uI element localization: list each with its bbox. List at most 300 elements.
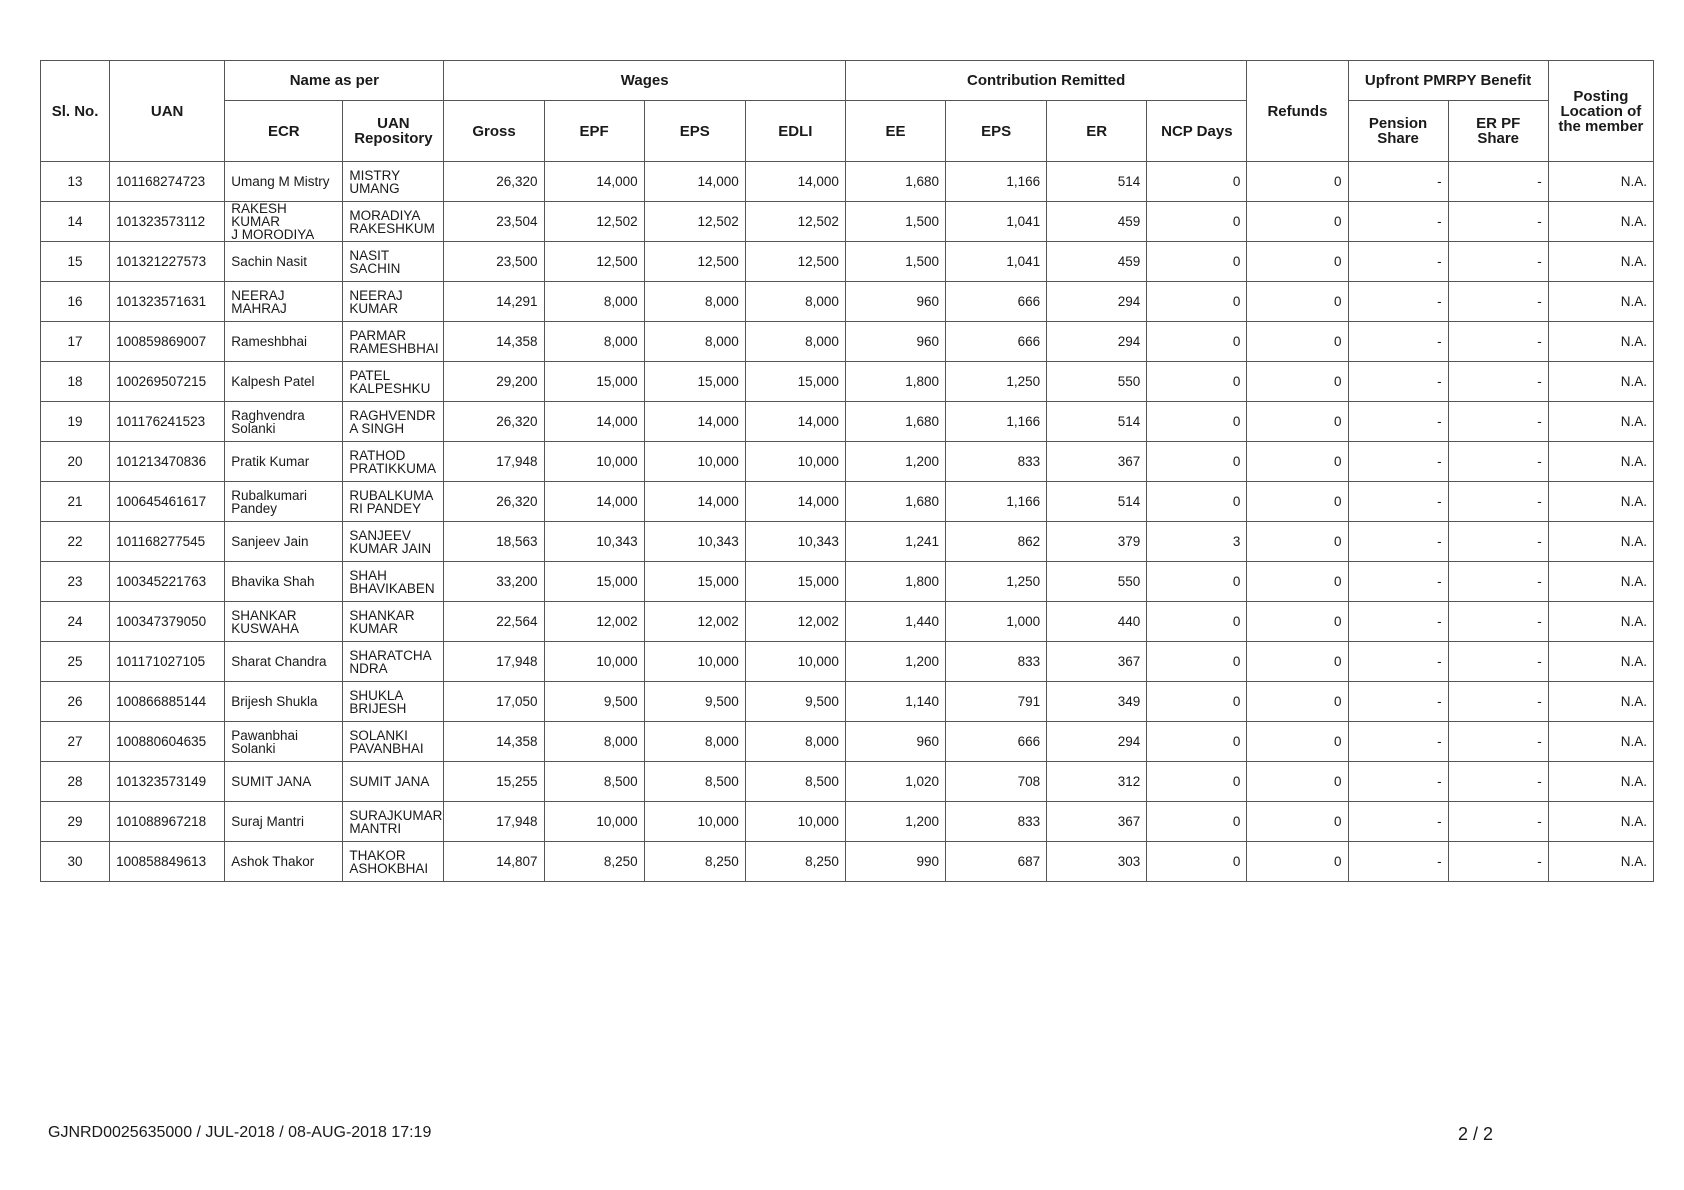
table-body [41,162,1654,882]
cell-contribution-er: 367 [1047,802,1147,842]
cell-er-pf-share: - [1448,362,1548,402]
cell-er-pf-share: - [1448,682,1548,722]
cell-contribution-er: 367 [1047,642,1147,682]
cell-pension-share: - [1348,442,1448,482]
cell-name-uan-repository: PATEL KALPESHKU [343,362,444,402]
cell-contribution-eps: 1,041 [946,202,1047,242]
header-wages-edli: EDLI [745,101,845,162]
cell-refunds: 0 [1247,282,1348,322]
cell-contribution-ee: 1,800 [845,362,945,402]
cell-name-ecr: Rameshbhai [225,322,343,362]
cell-refunds: 0 [1247,842,1348,882]
cell-contribution-er: 312 [1047,762,1147,802]
cell-wages-edli: 8,250 [745,842,845,882]
header-ncp-days: NCP Days [1147,101,1247,162]
cell-uan: 101213470836 [110,442,225,482]
header-sl-no: Sl. No. [41,61,110,162]
cell-wages-epf: 8,000 [544,322,644,362]
cell-sl-no: 18 [41,362,110,402]
cell-name-uan-repository: SURAJKUMAR MANTRI [343,802,444,842]
table-row [41,282,1654,322]
contribution-table [40,60,1654,882]
cell-posting-location: N.A. [1548,642,1653,682]
cell-refunds: 0 [1247,762,1348,802]
header-uan: UAN [110,61,225,162]
cell-contribution-er: 459 [1047,202,1147,242]
cell-pension-share: - [1348,242,1448,282]
cell-wages-epf: 14,000 [544,162,644,202]
cell-posting-location: N.A. [1548,562,1653,602]
cell-wages-eps: 8,000 [644,722,745,762]
cell-uan: 100347379050 [110,602,225,642]
cell-wages-gross: 14,358 [444,722,544,762]
cell-uan: 101088967218 [110,802,225,842]
cell-contribution-ee: 1,680 [845,162,945,202]
table-row [41,242,1654,282]
cell-wages-epf: 14,000 [544,482,644,522]
cell-name-uan-repository: SHAH BHAVIKABEN [343,562,444,602]
cell-contribution-er: 367 [1047,442,1147,482]
cell-wages-eps: 14,000 [644,482,745,522]
cell-uan: 101323573112 [110,202,225,242]
cell-contribution-eps: 1,250 [946,362,1047,402]
cell-wages-eps: 14,000 [644,402,745,442]
cell-sl-no: 29 [41,802,110,842]
table-row [41,682,1654,722]
cell-contribution-eps: 1,166 [946,482,1047,522]
cell-pension-share: - [1348,682,1448,722]
cell-name-ecr: Pawanbhai Solanki [225,722,343,762]
cell-contribution-eps: 666 [946,322,1047,362]
cell-name-uan-repository: MORADIYA RAKESHKUM [343,202,444,242]
cell-contribution-ee: 1,200 [845,442,945,482]
cell-refunds: 0 [1247,602,1348,642]
cell-wages-edli: 15,000 [745,562,845,602]
cell-wages-gross: 26,320 [444,402,544,442]
cell-ncp-days: 0 [1147,722,1247,762]
cell-contribution-er: 349 [1047,682,1147,722]
cell-wages-edli: 12,002 [745,602,845,642]
header-pension-share: Pension Share [1348,101,1448,162]
cell-posting-location: N.A. [1548,282,1653,322]
table-header [41,61,1654,162]
cell-er-pf-share: - [1448,322,1548,362]
cell-refunds: 0 [1247,402,1348,442]
cell-wages-edli: 14,000 [745,162,845,202]
cell-sl-no: 15 [41,242,110,282]
header-contribution-ee: EE [845,101,945,162]
cell-posting-location: N.A. [1548,162,1653,202]
cell-contribution-eps: 833 [946,802,1047,842]
header-contribution-remitted: Contribution Remitted [845,61,1246,101]
cell-wages-epf: 15,000 [544,362,644,402]
cell-name-uan-repository: RAGHVENDR A SINGH [343,402,444,442]
cell-uan: 101323573149 [110,762,225,802]
table-row [41,802,1654,842]
cell-wages-gross: 15,255 [444,762,544,802]
header-er-pf-share: ER PF Share [1448,101,1548,162]
cell-wages-edli: 10,000 [745,642,845,682]
cell-uan: 100645461617 [110,482,225,522]
cell-ncp-days: 0 [1147,762,1247,802]
table-row [41,402,1654,442]
table-row [41,522,1654,562]
header-ecr: ECR [225,101,343,162]
cell-wages-gross: 26,320 [444,482,544,522]
cell-wages-edli: 8,500 [745,762,845,802]
cell-name-ecr: Sanjeev Jain [225,522,343,562]
cell-name-uan-repository: SHARATCHA NDRA [343,642,444,682]
cell-posting-location: N.A. [1548,242,1653,282]
cell-sl-no: 21 [41,482,110,522]
cell-posting-location: N.A. [1548,482,1653,522]
cell-posting-location: N.A. [1548,522,1653,562]
cell-wages-eps: 10,000 [644,442,745,482]
cell-er-pf-share: - [1448,442,1548,482]
cell-wages-eps: 9,500 [644,682,745,722]
cell-er-pf-share: - [1448,642,1548,682]
cell-wages-eps: 14,000 [644,162,745,202]
cell-refunds: 0 [1247,242,1348,282]
cell-contribution-er: 303 [1047,842,1147,882]
cell-contribution-ee: 1,680 [845,402,945,442]
header-posting-location: Posting Location of the member [1548,61,1653,162]
cell-wages-gross: 18,563 [444,522,544,562]
cell-contribution-eps: 833 [946,642,1047,682]
cell-ncp-days: 0 [1147,562,1247,602]
cell-ncp-days: 0 [1147,602,1247,642]
cell-contribution-ee: 1,200 [845,802,945,842]
cell-wages-gross: 33,200 [444,562,544,602]
cell-refunds: 0 [1247,802,1348,842]
cell-pension-share: - [1348,642,1448,682]
cell-refunds: 0 [1247,682,1348,722]
cell-contribution-er: 294 [1047,322,1147,362]
cell-name-uan-repository: THAKOR ASHOKBHAI [343,842,444,882]
cell-uan: 101176241523 [110,402,225,442]
cell-name-uan-repository: SHUKLA BRIJESH [343,682,444,722]
cell-pension-share: - [1348,762,1448,802]
cell-wages-eps: 15,000 [644,362,745,402]
cell-name-ecr: Sachin Nasit [225,242,343,282]
cell-er-pf-share: - [1448,242,1548,282]
cell-sl-no: 20 [41,442,110,482]
cell-uan: 101171027105 [110,642,225,682]
cell-er-pf-share: - [1448,482,1548,522]
cell-wages-gross: 14,807 [444,842,544,882]
cell-pension-share: - [1348,322,1448,362]
table-row [41,642,1654,682]
cell-wages-gross: 17,948 [444,442,544,482]
cell-contribution-eps: 666 [946,282,1047,322]
cell-pension-share: - [1348,402,1448,442]
cell-uan: 101168274723 [110,162,225,202]
cell-wages-edli: 14,000 [745,402,845,442]
cell-wages-edli: 15,000 [745,362,845,402]
header-name-as-per: Name as per [225,61,444,101]
cell-uan: 100880604635 [110,722,225,762]
cell-contribution-ee: 990 [845,842,945,882]
cell-pension-share: - [1348,162,1448,202]
cell-uan: 100866885144 [110,682,225,722]
table-row [41,442,1654,482]
header-contribution-eps: EPS [946,101,1047,162]
table-row [41,842,1654,882]
cell-contribution-ee: 1,500 [845,242,945,282]
cell-wages-eps: 8,000 [644,322,745,362]
cell-er-pf-share: - [1448,562,1548,602]
cell-wages-edli: 8,000 [745,282,845,322]
cell-er-pf-share: - [1448,402,1548,442]
cell-refunds: 0 [1247,202,1348,242]
cell-contribution-ee: 960 [845,322,945,362]
cell-name-ecr: Suraj Mantri [225,802,343,842]
cell-ncp-days: 0 [1147,482,1247,522]
cell-er-pf-share: - [1448,722,1548,762]
cell-name-uan-repository: SUMIT JANA [343,762,444,802]
cell-contribution-ee: 1,020 [845,762,945,802]
cell-pension-share: - [1348,202,1448,242]
cell-refunds: 0 [1247,482,1348,522]
cell-wages-eps: 8,000 [644,282,745,322]
cell-refunds: 0 [1247,322,1348,362]
cell-posting-location: N.A. [1548,442,1653,482]
cell-pension-share: - [1348,722,1448,762]
cell-posting-location: N.A. [1548,362,1653,402]
cell-wages-eps: 12,500 [644,242,745,282]
cell-pension-share: - [1348,362,1448,402]
cell-wages-epf: 8,250 [544,842,644,882]
cell-contribution-er: 379 [1047,522,1147,562]
header-uan-repository: UAN Repository [343,101,444,162]
cell-name-ecr: Brijesh Shukla [225,682,343,722]
cell-wages-gross: 22,564 [444,602,544,642]
table-row [41,202,1654,242]
cell-name-ecr: Kalpesh Patel [225,362,343,402]
cell-sl-no: 16 [41,282,110,322]
cell-name-uan-repository: NEERAJ KUMAR [343,282,444,322]
cell-wages-edli: 14,000 [745,482,845,522]
cell-contribution-ee: 1,500 [845,202,945,242]
cell-wages-gross: 14,291 [444,282,544,322]
cell-wages-edli: 12,502 [745,202,845,242]
cell-ncp-days: 0 [1147,242,1247,282]
cell-name-ecr: Pratik Kumar [225,442,343,482]
cell-posting-location: N.A. [1548,202,1653,242]
cell-uan: 101321227573 [110,242,225,282]
cell-wages-gross: 23,500 [444,242,544,282]
cell-posting-location: N.A. [1548,802,1653,842]
cell-wages-gross: 14,358 [444,322,544,362]
cell-ncp-days: 0 [1147,282,1247,322]
table-row [41,602,1654,642]
cell-wages-eps: 10,000 [644,642,745,682]
table-row [41,562,1654,602]
table-row [41,362,1654,402]
cell-refunds: 0 [1247,722,1348,762]
cell-uan: 100269507215 [110,362,225,402]
cell-ncp-days: 0 [1147,402,1247,442]
cell-contribution-eps: 687 [946,842,1047,882]
cell-er-pf-share: - [1448,602,1548,642]
cell-contribution-ee: 1,800 [845,562,945,602]
cell-pension-share: - [1348,522,1448,562]
cell-sl-no: 26 [41,682,110,722]
cell-pension-share: - [1348,802,1448,842]
cell-er-pf-share: - [1448,202,1548,242]
cell-sl-no: 19 [41,402,110,442]
header-gross: Gross [444,101,544,162]
cell-sl-no: 27 [41,722,110,762]
cell-wages-edli: 8,000 [745,322,845,362]
cell-ncp-days: 0 [1147,202,1247,242]
cell-name-uan-repository: SOLANKI PAVANBHAI [343,722,444,762]
cell-name-uan-repository: PARMAR RAMESHBHAI [343,322,444,362]
cell-er-pf-share: - [1448,802,1548,842]
cell-wages-edli: 8,000 [745,722,845,762]
cell-contribution-eps: 1,000 [946,602,1047,642]
cell-posting-location: N.A. [1548,842,1653,882]
cell-contribution-er: 550 [1047,362,1147,402]
cell-sl-no: 14 [41,202,110,242]
cell-wages-edli: 12,500 [745,242,845,282]
cell-wages-gross: 17,948 [444,802,544,842]
cell-sl-no: 22 [41,522,110,562]
cell-wages-eps: 12,002 [644,602,745,642]
cell-ncp-days: 0 [1147,162,1247,202]
cell-wages-eps: 10,343 [644,522,745,562]
cell-contribution-ee: 960 [845,722,945,762]
cell-ncp-days: 0 [1147,442,1247,482]
cell-wages-edli: 10,000 [745,802,845,842]
cell-name-ecr: Sharat Chandra [225,642,343,682]
header-wages-epf: EPF [544,101,644,162]
cell-sl-no: 30 [41,842,110,882]
cell-contribution-er: 440 [1047,602,1147,642]
cell-refunds: 0 [1247,522,1348,562]
cell-ncp-days: 0 [1147,842,1247,882]
cell-er-pf-share: - [1448,162,1548,202]
cell-refunds: 0 [1247,362,1348,402]
cell-refunds: 0 [1247,442,1348,482]
cell-name-uan-repository: SHANKAR KUMAR [343,602,444,642]
cell-wages-eps: 8,250 [644,842,745,882]
page-number: 2 / 2 [1458,1124,1494,1144]
cell-refunds: 0 [1247,562,1348,602]
cell-wages-gross: 29,200 [444,362,544,402]
cell-name-uan-repository: MISTRY UMANG [343,162,444,202]
cell-wages-edli: 9,500 [745,682,845,722]
cell-uan: 100858849613 [110,842,225,882]
cell-contribution-ee: 1,440 [845,602,945,642]
cell-refunds: 0 [1247,162,1348,202]
cell-er-pf-share: - [1448,282,1548,322]
cell-sl-no: 23 [41,562,110,602]
cell-contribution-ee: 1,680 [845,482,945,522]
cell-posting-location: N.A. [1548,682,1653,722]
cell-sl-no: 17 [41,322,110,362]
cell-wages-epf: 10,000 [544,442,644,482]
table-row [41,482,1654,522]
cell-contribution-eps: 862 [946,522,1047,562]
cell-posting-location: N.A. [1548,602,1653,642]
header-refunds: Refunds [1247,61,1348,162]
cell-wages-epf: 10,000 [544,642,644,682]
cell-er-pf-share: - [1448,842,1548,882]
table-row [41,722,1654,762]
cell-wages-gross: 17,050 [444,682,544,722]
cell-contribution-eps: 791 [946,682,1047,722]
cell-contribution-eps: 708 [946,762,1047,802]
cell-wages-edli: 10,343 [745,522,845,562]
header-wages-eps: EPS [644,101,745,162]
cell-wages-gross: 17,948 [444,642,544,682]
cell-wages-epf: 12,002 [544,602,644,642]
cell-name-ecr: NEERAJ MAHRAJ [225,282,343,322]
cell-contribution-eps: 1,250 [946,562,1047,602]
cell-contribution-eps: 1,041 [946,242,1047,282]
cell-contribution-er: 514 [1047,402,1147,442]
header-contribution-er: ER [1047,101,1147,162]
cell-contribution-ee: 1,140 [845,682,945,722]
cell-wages-eps: 15,000 [644,562,745,602]
footer-document-reference: GJNRD0025635000 / JUL-2018 / 08-AUG-2018 17:19 [48,1124,432,1141]
cell-name-uan-repository: NASIT SACHIN [343,242,444,282]
cell-wages-epf: 15,000 [544,562,644,602]
cell-contribution-ee: 1,200 [845,642,945,682]
cell-name-ecr: Raghvendra Solanki [225,402,343,442]
cell-contribution-eps: 833 [946,442,1047,482]
cell-name-ecr: RAKESH KUMAR J MORODIYA [225,202,343,242]
cell-pension-share: - [1348,842,1448,882]
cell-refunds: 0 [1247,642,1348,682]
cell-ncp-days: 0 [1147,362,1247,402]
cell-name-ecr: SHANKAR KUSWAHA [225,602,343,642]
cell-wages-epf: 12,500 [544,242,644,282]
table-row [41,162,1654,202]
cell-name-ecr: Umang M Mistry [225,162,343,202]
cell-pension-share: - [1348,562,1448,602]
cell-contribution-eps: 1,166 [946,402,1047,442]
cell-wages-edli: 10,000 [745,442,845,482]
cell-wages-epf: 14,000 [544,402,644,442]
cell-contribution-er: 459 [1047,242,1147,282]
cell-ncp-days: 0 [1147,682,1247,722]
cell-contribution-er: 294 [1047,722,1147,762]
cell-wages-epf: 8,500 [544,762,644,802]
cell-posting-location: N.A. [1548,322,1653,362]
cell-wages-eps: 8,500 [644,762,745,802]
cell-contribution-ee: 960 [845,282,945,322]
cell-uan: 100859869007 [110,322,225,362]
cell-wages-gross: 26,320 [444,162,544,202]
cell-wages-epf: 8,000 [544,282,644,322]
cell-name-ecr: Bhavika Shah [225,562,343,602]
cell-wages-epf: 12,502 [544,202,644,242]
cell-ncp-days: 3 [1147,522,1247,562]
header-wages: Wages [444,61,845,101]
cell-contribution-er: 550 [1047,562,1147,602]
cell-name-uan-repository: RUBALKUMA RI PANDEY [343,482,444,522]
cell-contribution-ee: 1,241 [845,522,945,562]
cell-wages-epf: 10,000 [544,802,644,842]
cell-contribution-eps: 666 [946,722,1047,762]
cell-ncp-days: 0 [1147,642,1247,682]
cell-ncp-days: 0 [1147,322,1247,362]
cell-posting-location: N.A. [1548,722,1653,762]
cell-wages-epf: 10,343 [544,522,644,562]
cell-name-ecr: Rubalkumari Pandey [225,482,343,522]
